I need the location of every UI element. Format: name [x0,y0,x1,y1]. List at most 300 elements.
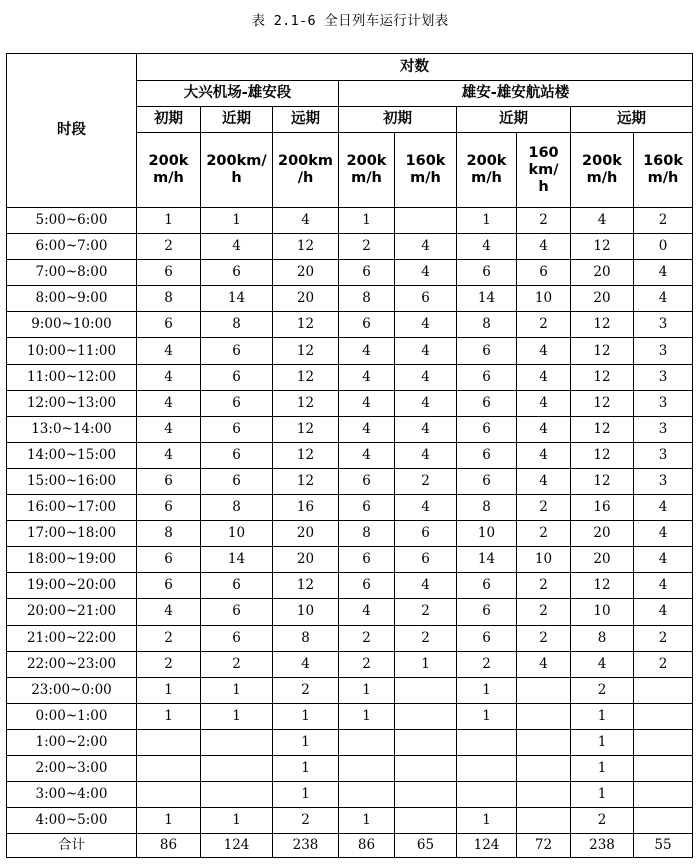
pair-count-cell: 4 [339,364,395,390]
pair-count-cell: 2 [273,808,339,834]
pair-count-cell: 6 [201,338,273,364]
time-slot-cell: 14:00~15:00 [7,442,137,468]
speed-header [634,133,693,208]
speed-header-line: /h [297,170,314,186]
pair-count-cell: 12 [571,390,634,416]
pair-count-cell: 2 [517,208,571,234]
pair-count-cell [339,755,395,781]
pair-count-cell: 4 [137,442,201,468]
speed-header [571,133,634,208]
pair-count-cell: 2 [395,625,457,651]
pair-count-cell: 4 [395,260,457,286]
pair-count-cell: 20 [273,286,339,312]
speed-header-line: m/h [586,170,618,186]
speed-header-line: 200k [346,153,387,169]
pair-count-cell: 6 [339,312,395,338]
pair-count-cell: 2 [634,208,693,234]
table-row [7,338,693,364]
speed-header-line: h [538,178,549,195]
pair-count-cell: 1 [273,782,339,808]
pair-count-cell: 8 [273,625,339,651]
pair-count-cell: 4 [517,338,571,364]
time-slot-cell: 12:00~13:00 [7,390,137,416]
pair-count-cell: 10 [517,286,571,312]
total-cell: 72 [517,834,571,858]
time-slot-cell: 21:00~22:00 [7,625,137,651]
pair-count-cell [395,677,457,703]
pair-count-cell: 4 [137,416,201,442]
total-cell: 86 [137,834,201,858]
pair-count-cell: 2 [137,234,201,260]
pair-count-cell: 20 [571,286,634,312]
table-row [7,364,693,390]
pair-count-cell: 12 [571,573,634,599]
pair-count-cell: 4 [634,286,693,312]
pair-count-cell: 6 [457,599,517,625]
pair-count-cell: 6 [201,442,273,468]
pair-count-cell: 16 [571,495,634,521]
pair-count-cell: 3 [634,312,693,338]
pair-count-cell: 2 [571,677,634,703]
phase-header: 远期 [571,107,693,133]
table-row [7,677,693,703]
pair-count-cell [339,729,395,755]
pair-count-cell: 20 [571,547,634,573]
pair-count-cell: 3 [634,338,693,364]
pair-count-cell: 12 [273,573,339,599]
pair-count-cell: 2 [517,625,571,651]
pair-count-cell: 2 [201,651,273,677]
time-slot-cell: 5:00~6:00 [7,208,137,234]
pair-count-cell: 8 [571,625,634,651]
pair-count-cell: 1 [137,677,201,703]
pair-count-cell: 4 [571,208,634,234]
pair-count-cell: 6 [517,260,571,286]
table-row [7,625,693,651]
table-row [7,468,693,494]
pair-count-cell: 1 [201,677,273,703]
pair-count-cell: 6 [395,521,457,547]
speed-header-line: m/h [410,170,441,186]
pair-count-cell: 12 [273,468,339,494]
pair-count-cell [457,729,517,755]
pair-count-cell: 4 [571,651,634,677]
pair-count-cell: 1 [201,703,273,729]
pair-count-cell [137,729,201,755]
pair-count-cell: 2 [137,651,201,677]
pair-count-cell [395,755,457,781]
pair-count-cell: 6 [395,286,457,312]
table-row [7,573,693,599]
pair-count-cell: 1 [339,677,395,703]
pair-count-cell: 2 [517,573,571,599]
pair-count-cell: 4 [634,599,693,625]
pair-count-cell [395,808,457,834]
pair-count-cell: 6 [395,547,457,573]
pair-count-cell: 16 [273,495,339,521]
pair-count-cell: 3 [634,364,693,390]
pair-count-cell: 12 [273,338,339,364]
time-slot-cell: 2:00~3:00 [7,755,137,781]
pair-count-cell: 8 [137,286,201,312]
pair-count-cell: 4 [339,338,395,364]
pair-count-cell: 6 [137,573,201,599]
pair-count-cell: 6 [339,495,395,521]
time-slot-cell: 7:00~8:00 [7,260,137,286]
speed-header [201,133,273,208]
pair-count-cell: 4 [634,521,693,547]
pair-count-cell: 10 [457,521,517,547]
phase-header: 远期 [273,107,339,133]
pair-count-cell: 6 [201,416,273,442]
table-row [7,729,693,755]
pair-count-cell: 1 [395,651,457,677]
time-slot-cell: 17:00~18:00 [7,521,137,547]
pair-count-cell: 12 [571,312,634,338]
total-cell: 55 [634,834,693,858]
pair-count-cell: 12 [571,442,634,468]
pair-count-cell [634,782,693,808]
pair-count-cell: 10 [273,599,339,625]
table-caption: 表 2.1-6 全日列车运行计划表 [251,13,449,29]
pair-count-cell: 1 [137,808,201,834]
pair-count-cell: 3 [634,442,693,468]
speed-header-line: 160k [643,153,683,169]
pair-count-cell: 8 [137,521,201,547]
pair-count-cell: 14 [201,286,273,312]
pair-count-cell: 20 [571,260,634,286]
pair-count-cell: 2 [634,625,693,651]
speed-header-line: h [231,170,242,186]
pair-count-cell: 6 [137,468,201,494]
time-slot-cell: 11:00~12:00 [7,364,137,390]
speed-header-line: km/ [528,161,559,178]
pair-count-cell: 20 [571,521,634,547]
speed-header-line: 200k [466,153,507,169]
speed-header-line: m/h [153,170,184,186]
pair-count-cell: 8 [201,495,273,521]
table-row [7,390,693,416]
total-cell: 86 [339,834,395,858]
time-slot-cell: 23:00~0:00 [7,677,137,703]
table-row [7,521,693,547]
pair-count-cell: 4 [517,364,571,390]
pair-count-cell: 6 [201,364,273,390]
pair-count-cell: 1 [457,808,517,834]
speed-header-line: m/h [471,170,502,186]
pair-count-cell: 12 [273,234,339,260]
table-row [7,442,693,468]
time-slot-cell: 16:00~17:00 [7,495,137,521]
pair-count-cell: 6 [201,260,273,286]
pair-count-cell: 2 [634,651,693,677]
pair-count-cell: 4 [339,416,395,442]
pair-count-cell: 4 [395,312,457,338]
pair-count-cell: 1 [273,703,339,729]
time-slot-cell: 19:00~20:00 [7,573,137,599]
pair-count-cell: 12 [571,364,634,390]
speed-header-line: 160 [528,144,559,161]
speed-header-line: 200k [582,153,622,169]
pair-count-cell: 2 [339,651,395,677]
table-row [7,260,693,286]
pair-count-cell: 6 [339,468,395,494]
table-row [7,755,693,781]
pair-count-cell: 2 [395,468,457,494]
pair-count-cell: 6 [457,573,517,599]
pair-count-cell: 8 [339,286,395,312]
pair-count-cell: 2 [457,651,517,677]
pair-count-cell [517,808,571,834]
pair-count-cell: 12 [571,338,634,364]
pair-count-cell: 6 [457,260,517,286]
pair-count-cell: 4 [339,390,395,416]
pair-count-cell: 12 [273,442,339,468]
table-row [7,495,693,521]
pair-count-cell: 12 [571,234,634,260]
pair-count-cell [201,782,273,808]
pair-count-cell: 4 [517,651,571,677]
pair-count-cell: 4 [517,442,571,468]
pair-count-cell: 3 [634,416,693,442]
pair-count-cell: 4 [634,495,693,521]
speed-header-line: m/h [351,170,382,186]
pair-count-cell: 1 [457,677,517,703]
pair-count-cell: 4 [457,234,517,260]
pair-count-cell: 1 [137,703,201,729]
table-row [7,312,693,338]
total-cell: 124 [201,834,273,858]
pair-count-cell: 1 [339,808,395,834]
pair-count-cell: 4 [395,390,457,416]
pair-count-cell: 10 [571,599,634,625]
pair-count-cell: 2 [273,677,339,703]
pair-count-cell: 4 [395,416,457,442]
time-slot-cell: 3:00~4:00 [7,782,137,808]
table-row [7,599,693,625]
pair-count-cell: 8 [457,312,517,338]
table-row [7,547,693,573]
pair-count-cell: 4 [395,338,457,364]
pair-count-cell: 2 [395,599,457,625]
pair-count-cell: 1 [571,755,634,781]
table-row [7,208,693,234]
pair-count-cell: 6 [201,573,273,599]
speed-header [273,133,339,208]
pair-count-cell: 6 [201,599,273,625]
pair-count-cell [457,782,517,808]
pair-count-cell: 6 [457,338,517,364]
pair-count-cell: 6 [137,260,201,286]
pair-count-cell [634,755,693,781]
pair-count-cell: 2 [339,625,395,651]
pair-count-cell: 4 [273,208,339,234]
pair-count-cell: 4 [395,442,457,468]
speed-header-line: m/h [647,170,679,186]
pair-count-cell [634,729,693,755]
pair-count-cell [395,208,457,234]
pair-count-cell: 2 [137,625,201,651]
pair-count-cell: 6 [201,625,273,651]
pair-count-cell [517,703,571,729]
pair-count-cell: 4 [517,390,571,416]
pair-count-cell: 12 [273,390,339,416]
pairs-header: 对数 [137,54,693,81]
total-row [7,834,693,858]
speed-header [137,133,201,208]
section-header-xiongan-terminal: 雄安-雄安航站楼 [339,81,693,107]
pair-count-cell: 8 [457,495,517,521]
pair-count-cell: 4 [634,260,693,286]
pair-count-cell: 6 [137,312,201,338]
time-slot-cell: 22:00~23:00 [7,651,137,677]
pair-count-cell: 4 [137,599,201,625]
pair-count-cell [517,677,571,703]
pair-count-cell: 6 [201,390,273,416]
pair-count-cell: 4 [395,364,457,390]
pair-count-cell: 2 [571,808,634,834]
pair-count-cell: 2 [517,521,571,547]
pair-count-cell: 4 [137,338,201,364]
pair-count-cell: 1 [273,729,339,755]
phase-header: 近期 [457,107,571,133]
time-slot-cell: 15:00~16:00 [7,468,137,494]
speed-header [339,133,395,208]
section-header-daxing-xiongan: 大兴机场-雄安段 [137,81,339,107]
pair-count-cell: 4 [517,468,571,494]
total-cell: 124 [457,834,517,858]
pair-count-cell: 6 [457,468,517,494]
pair-count-cell [137,755,201,781]
pair-count-cell: 6 [457,390,517,416]
pair-count-cell: 4 [634,573,693,599]
pair-count-cell: 14 [457,286,517,312]
pair-count-cell: 12 [571,416,634,442]
pair-count-cell: 1 [457,703,517,729]
pair-count-cell: 1 [201,208,273,234]
pair-count-cell: 4 [634,547,693,573]
pair-count-cell [517,729,571,755]
total-label: 合计 [7,834,137,858]
pair-count-cell: 4 [137,364,201,390]
table-row [7,416,693,442]
table-row [7,703,693,729]
total-cell: 65 [395,834,457,858]
pair-count-cell: 1 [571,782,634,808]
pair-count-cell: 6 [457,625,517,651]
time-slot-cell: 6:00~7:00 [7,234,137,260]
pair-count-cell [201,755,273,781]
pair-count-cell: 2 [517,599,571,625]
phase-header: 初期 [137,107,201,133]
pair-count-cell: 6 [339,260,395,286]
speed-header [517,133,571,208]
period-header: 时段 [7,54,137,208]
pair-count-cell: 20 [273,260,339,286]
pair-count-cell: 4 [517,416,571,442]
pair-count-cell: 4 [339,599,395,625]
pair-count-cell: 12 [273,364,339,390]
train-schedule-table [6,53,693,858]
pair-count-cell [137,782,201,808]
speed-header [457,133,517,208]
pair-count-cell [201,729,273,755]
pair-count-cell: 1 [137,208,201,234]
pair-count-cell [634,808,693,834]
time-slot-cell: 9:00~10:00 [7,312,137,338]
pair-count-cell: 4 [395,495,457,521]
pair-count-cell: 4 [201,234,273,260]
time-slot-cell: 10:00~11:00 [7,338,137,364]
pair-count-cell: 3 [634,468,693,494]
pair-count-cell: 12 [571,468,634,494]
pair-count-cell [517,782,571,808]
table-row [7,808,693,834]
pair-count-cell: 6 [457,442,517,468]
pair-count-cell: 2 [517,495,571,521]
pair-count-cell: 4 [339,442,395,468]
pair-count-cell: 14 [457,547,517,573]
pair-count-cell: 6 [339,573,395,599]
time-slot-cell: 4:00~5:00 [7,808,137,834]
speed-header-line: 200k [148,153,189,169]
pair-count-cell: 8 [201,312,273,338]
pair-count-cell [395,729,457,755]
pair-count-cell: 3 [634,390,693,416]
time-slot-cell: 1:00~2:00 [7,729,137,755]
total-cell: 238 [273,834,339,858]
pair-count-cell: 20 [273,521,339,547]
pair-count-cell: 0 [634,234,693,260]
table-row [7,234,693,260]
pair-count-cell [634,703,693,729]
pair-count-cell [395,703,457,729]
pair-count-cell: 6 [457,364,517,390]
pair-count-cell: 1 [457,208,517,234]
phase-header: 近期 [201,107,273,133]
pair-count-cell [517,755,571,781]
pair-count-cell: 6 [137,495,201,521]
pair-count-cell [339,782,395,808]
time-slot-cell: 18:00~19:00 [7,547,137,573]
total-cell: 238 [571,834,634,858]
pair-count-cell: 8 [339,521,395,547]
pair-count-cell: 1 [571,729,634,755]
time-slot-cell: 8:00~9:00 [7,286,137,312]
table-row [7,782,693,808]
pair-count-cell: 6 [137,547,201,573]
pair-count-cell: 2 [339,234,395,260]
pair-count-cell [457,755,517,781]
pair-count-cell: 1 [571,703,634,729]
table-row [7,286,693,312]
pair-count-cell: 4 [517,234,571,260]
speed-header-line: 160k [405,153,446,169]
time-slot-cell: 0:00~1:00 [7,703,137,729]
time-slot-cell: 13:0~14:00 [7,416,137,442]
pair-count-cell: 6 [457,416,517,442]
pair-count-cell: 4 [395,234,457,260]
pair-count-cell: 10 [201,521,273,547]
pair-count-cell: 1 [339,703,395,729]
pair-count-cell: 6 [339,547,395,573]
pair-count-cell: 4 [137,390,201,416]
pair-count-cell: 20 [273,547,339,573]
pair-count-cell: 1 [201,808,273,834]
pair-count-cell: 14 [201,547,273,573]
pair-count-cell: 1 [273,755,339,781]
table-row [7,651,693,677]
